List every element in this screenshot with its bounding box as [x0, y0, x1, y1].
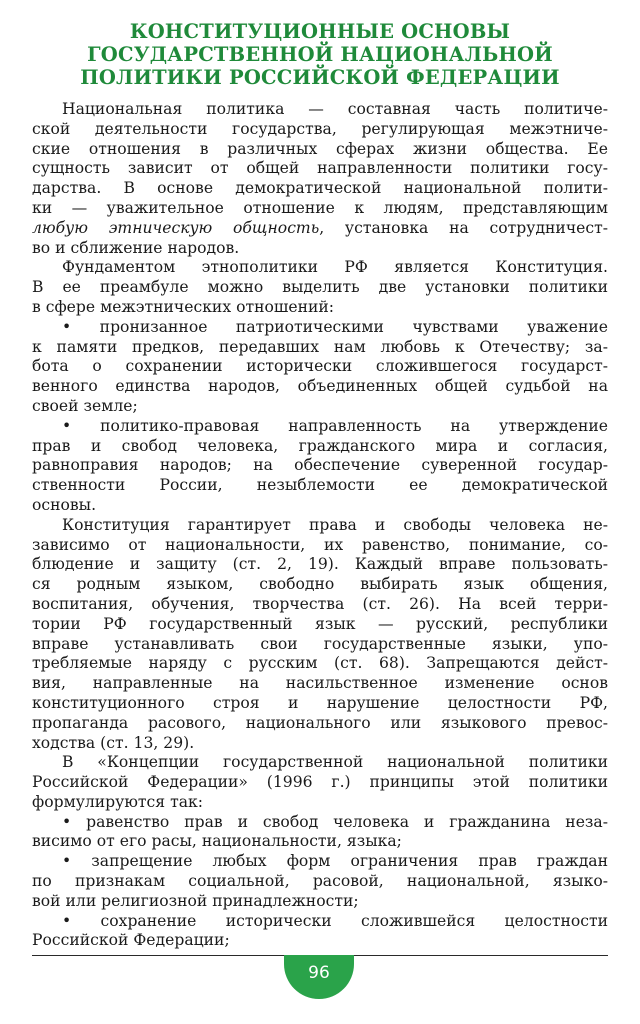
- text-line: вой или религиозной принадлежности;: [32, 891, 359, 910]
- list-item-line: • политико-правовая направленность на утверждение: [62, 416, 608, 435]
- text-line: во и сближение народов.: [32, 238, 240, 257]
- title-line-1: КОНСТИТУЦИОННЫЕ ОСНОВЫ: [129, 20, 511, 43]
- list-item-line: • равенство прав и свобод человека и гражданина неза-: [62, 812, 608, 831]
- page-number: 96: [308, 963, 330, 983]
- text-line: сущность зависит от общей направленности политики госу-: [32, 159, 608, 178]
- list-item-line: • пронизанное патриотическими чувствами уважение: [62, 317, 608, 336]
- text-line: пропаганда расового, национального или языкового превос-: [32, 713, 608, 732]
- text-line: основы.: [32, 495, 97, 514]
- text-line: требляемые наряду с русским (ст. 68). Запрещаются дейст-: [32, 654, 608, 673]
- page-number-badge: [284, 955, 354, 999]
- text-line: вправе устанавливать свои государственные языки, упо-: [32, 634, 608, 653]
- text-line: Российской Федерации» (1996 г.) принципы этой политики: [32, 773, 608, 792]
- text-line: зависимо от национальности, их равенство, понимание, со-: [32, 535, 608, 554]
- title-line-2: ГОСУДАРСТВЕННОЙ НАЦИОНАЛЬНОЙ: [87, 43, 553, 66]
- text-line: вия, направленные на насильственное изменение основ: [32, 674, 608, 693]
- text-line: блюдение и защиту (ст. 2, 19). Каждый вправе пользовать-: [32, 555, 608, 574]
- text-line: по признакам социальной, расовой, национальной, языко-: [32, 872, 608, 891]
- text-line: ственности России, незыблемости ее демократической: [32, 476, 608, 495]
- text-line: ся родным языком, свободно выбирать язык общения,: [32, 575, 608, 594]
- text-line: ходства (ст. 13, 29).: [32, 733, 195, 752]
- text-line: Фундаментом этнополитики РФ является Конституция.: [62, 258, 608, 277]
- body-text: [32, 100, 608, 951]
- text-line: воспитания, обучения, творчества (ст. 26). На всей терри-: [32, 594, 608, 613]
- text-line: В «Концепции государственной национальной политики: [62, 753, 608, 772]
- text-fragment: , установка на сотрудничест-: [319, 218, 608, 237]
- text-line: к памяти предков, передавших нам любовь к Отечеству; за-: [32, 337, 608, 356]
- text-line: В ее преамбуле можно выделить две установки политики: [32, 278, 608, 297]
- text-line: конституционного строя и нарушение целостности РФ,: [32, 693, 608, 712]
- list-item-line: • запрещение любых форм ограничения прав граждан: [62, 852, 608, 871]
- text-line: формулируются так:: [32, 792, 203, 811]
- text-line: Российской Федерации;: [32, 931, 230, 950]
- text-line: висимо от его расы, национальности, языка;: [32, 832, 402, 851]
- list-item-line: • сохранение исторически сложившейся целостности: [62, 911, 608, 930]
- text-line: дарства. В основе демократической национальной полити-: [32, 179, 608, 198]
- text-line: ки — уважительное отношение к людям, представляющим: [32, 198, 608, 217]
- text-line: ской деятельности государства, регулирующая межэтниче-: [32, 119, 608, 138]
- emphasis-term: любую этническую общность: [32, 218, 320, 237]
- text-line: венного единства народов, объединенных общей судьбой на: [32, 377, 608, 396]
- text-line: прав и свобод человека, гражданского мира и согласия,: [32, 436, 608, 455]
- text-line: своей земле;: [32, 396, 138, 415]
- text-line: в сфере межэтнических отношений:: [32, 297, 335, 316]
- section-title: [30, 20, 610, 89]
- text-line: равноправия народов; на обеспечение суверенной государ-: [32, 456, 608, 475]
- title-line-3: ПОЛИТИКИ РОССИЙСКОЙ ФЕДЕРАЦИИ: [80, 66, 560, 89]
- text-line: ские отношения в различных сферах жизни общества. Ее: [32, 139, 608, 158]
- text-line: бота о сохранении исторически сложившегося государст-: [32, 357, 608, 376]
- text-line: [32, 219, 608, 239]
- text-line: тории РФ государственный язык — русский, республики: [32, 614, 608, 633]
- text-line: Национальная политика — составная часть политиче-: [62, 100, 608, 118]
- text-line: Конституция гарантирует права и свободы человека не-: [62, 515, 608, 534]
